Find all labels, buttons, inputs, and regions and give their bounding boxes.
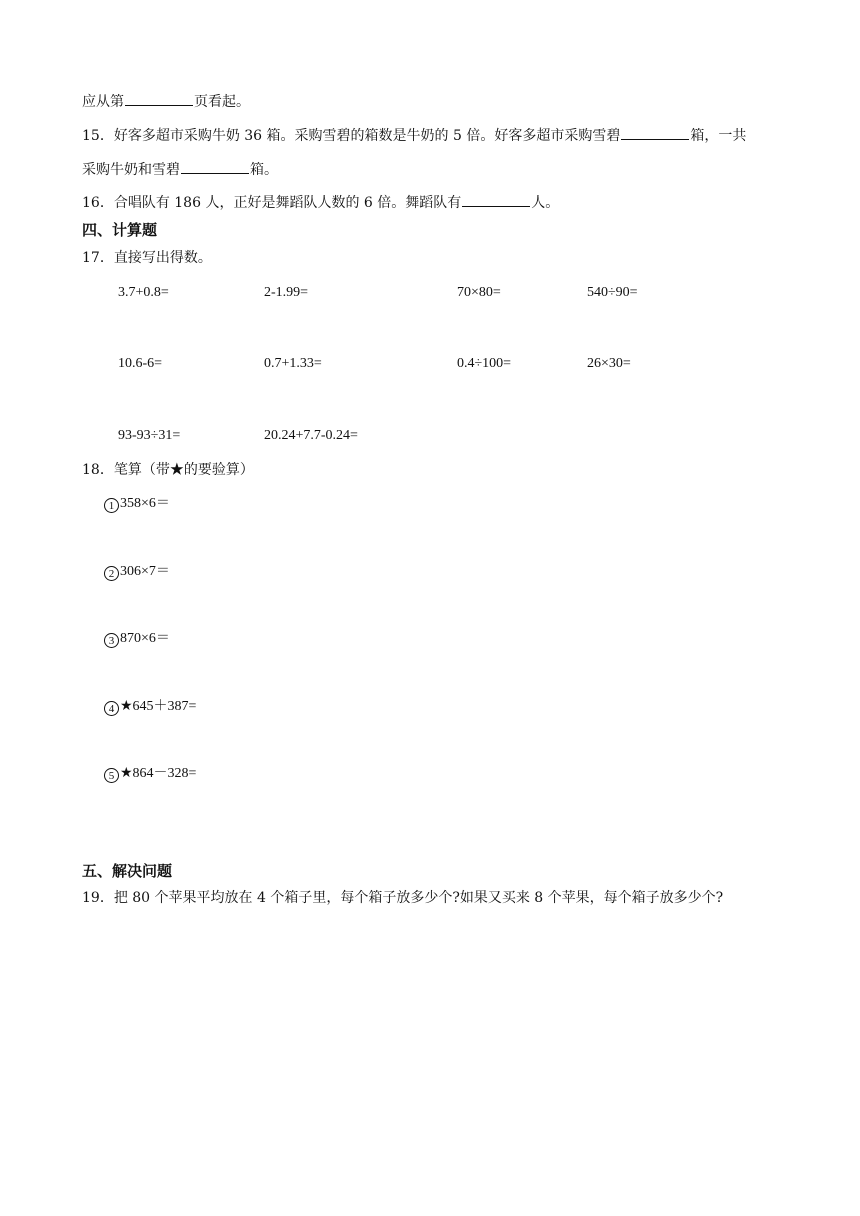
- q15-line-2: [82, 159, 278, 179]
- q17-expr: 0.7+1.33=: [264, 356, 322, 371]
- q17-expr: 70×80=: [457, 285, 501, 300]
- q17-expr: 20.24+7.7-0.24=: [264, 428, 358, 443]
- q15-number: 15．: [82, 128, 114, 144]
- q18-item-4: [104, 698, 196, 716]
- q18-text: 笔算（带★的要验算）: [113, 462, 254, 478]
- q18-item-1: [104, 495, 170, 513]
- q17-expr: 26×30=: [587, 356, 631, 371]
- circled-number-icon: 2: [104, 566, 119, 581]
- q18-expr: ★864－328=: [120, 766, 197, 781]
- q18-prompt: [82, 461, 254, 479]
- q15-text-4: 箱。: [250, 162, 278, 178]
- q15-text-1: 好客多超市采购牛奶 36 箱。采购雪碧的箱数是牛奶的 5 倍。好客多超市采购雪碧: [113, 128, 621, 144]
- q17-expr: 0.4÷100=: [457, 356, 512, 371]
- q17-expr: 10.6-6=: [118, 356, 163, 371]
- section-4-title: 四、计算题: [82, 221, 158, 239]
- q18-expr: 870×6＝: [120, 631, 170, 646]
- q17-expr: 2-1.99=: [264, 285, 309, 300]
- circled-number-icon: 3: [104, 633, 119, 648]
- q16-text-end: 人。: [531, 195, 560, 211]
- circled-number-icon: 4: [104, 701, 119, 716]
- q19: [82, 889, 723, 907]
- q14-answer-blank[interactable]: [125, 91, 193, 106]
- q17-expr: 3.7+0.8=: [118, 285, 169, 300]
- q17-number: 17．: [82, 250, 114, 266]
- section-5-title: 五、解决问题: [82, 862, 173, 880]
- q18-item-3: [104, 630, 170, 648]
- q16-text: 合唱队有 186 人，正好是舞蹈队人数的 6 倍。舞蹈队有: [113, 195, 462, 211]
- q16-answer-blank[interactable]: [462, 192, 530, 207]
- q18-expr: 306×7＝: [120, 564, 170, 579]
- q18-item-5: [104, 765, 196, 783]
- q15-answer-blank-1[interactable]: [621, 125, 689, 140]
- q18-expr: 358×6＝: [120, 496, 170, 511]
- q17-expr: 93-93÷31=: [118, 428, 181, 443]
- q16-number: 16．: [82, 195, 114, 211]
- q19-text: 把 80 个苹果平均放在 4 个箱子里，每个箱子放多少个?如果又买来 8 个苹果，每个箱子放多少个?: [113, 890, 724, 906]
- q18-expr: ★645＋387=: [120, 699, 197, 714]
- q18-item-2: [104, 563, 170, 581]
- q15-line-1: [82, 125, 746, 145]
- q17-prompt: [82, 249, 212, 267]
- q15-text-3: 采购牛奶和雪碧: [82, 162, 180, 178]
- q15-text-2: 箱，一共: [690, 128, 747, 144]
- q14-continuation: [82, 91, 250, 111]
- circled-number-icon: 1: [104, 498, 119, 513]
- q17-expr: 540÷90=: [587, 285, 638, 300]
- q16: [82, 192, 559, 212]
- q14-prefix: 应从第: [82, 94, 124, 110]
- q14-suffix: 页看起。: [194, 94, 250, 110]
- q19-number: 19．: [82, 890, 114, 906]
- q18-number: 18．: [82, 462, 114, 478]
- q17-text: 直接写出得数。: [113, 250, 212, 266]
- q15-answer-blank-2[interactable]: [181, 159, 249, 174]
- circled-number-icon: 5: [104, 768, 119, 783]
